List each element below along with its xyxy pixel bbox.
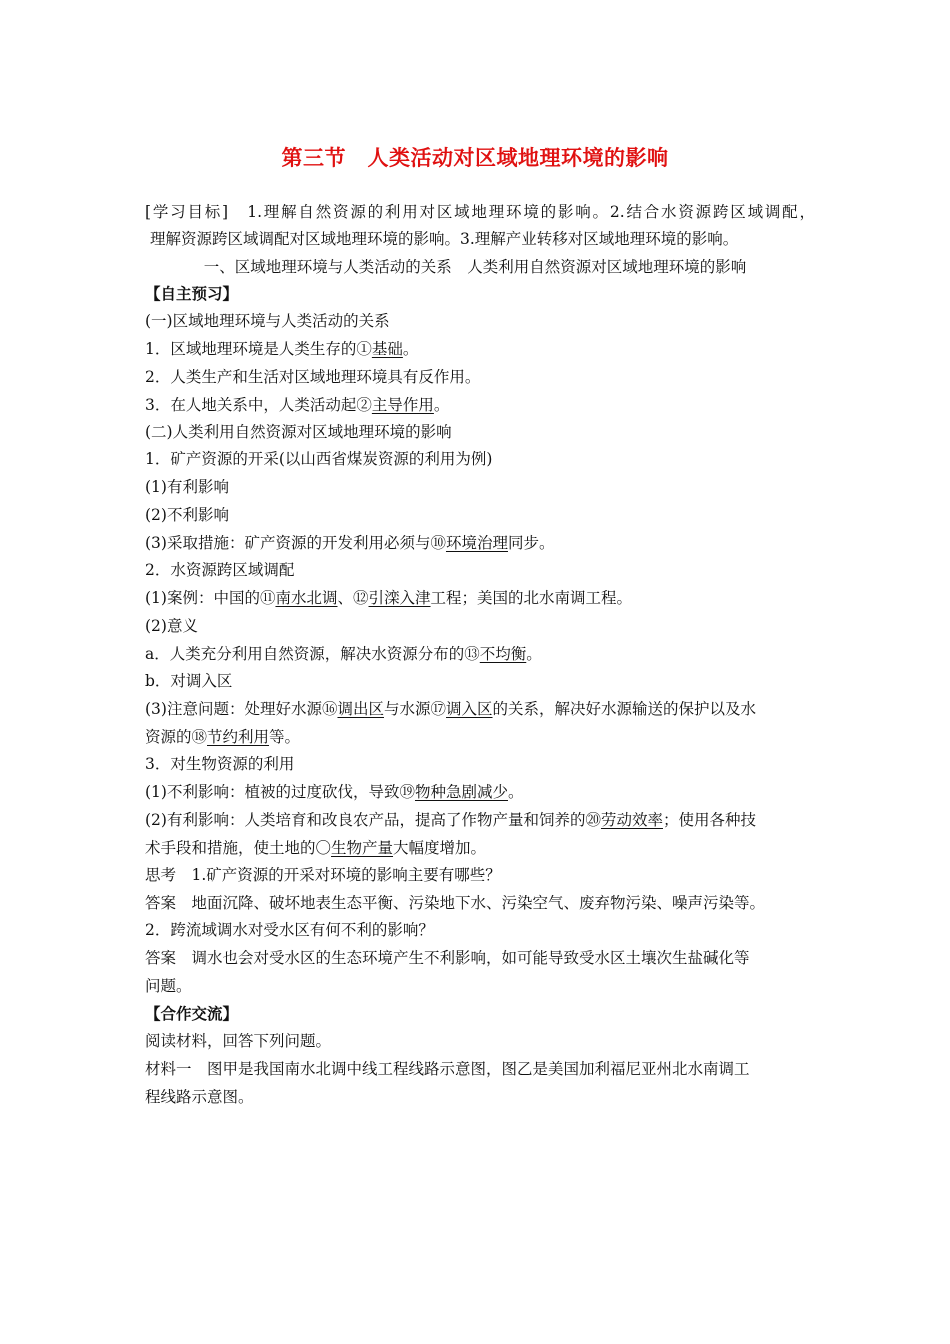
point-1-end: 。 — [402, 340, 419, 358]
point-3 — [145, 394, 815, 416]
point-1 — [145, 338, 815, 360]
think-question-1: 思考 1.矿产资源的开采对环境的影响主要有哪些？ — [145, 866, 501, 884]
water-notes-text: (3)注意问题：处理好水源⑯ — [145, 700, 338, 718]
blank-answer: 主导作用 — [371, 396, 434, 414]
blank-answer: 不均衡 — [479, 645, 527, 663]
reading-instruction: 阅读材料，回答下列问题。 — [145, 1032, 332, 1050]
objectives-line-2: 理解资源跨区域调配对区域地理环境的影响。3.理解产业转移对区域地理环境的影响。 — [150, 230, 739, 248]
bio-favorable-end: ；使用各种技 — [662, 811, 756, 829]
mineral-unfavorable: (2)不利影响 — [145, 506, 229, 524]
self-preview-heading: 【自主预习】 — [145, 284, 239, 303]
water-heading: 2．水资源跨区域调配 — [145, 561, 295, 579]
blank-answer: 物种急剧减少 — [414, 783, 508, 801]
bio-unfavorable — [145, 781, 815, 803]
answer-2-line-1: 答案 调水也会对受水区的生态环境产生不利影响，如可能导致受水区土壤次生盐碱化等 — [145, 949, 750, 967]
part1-heading: (一)区域地理环境与人类活动的关系 — [145, 312, 390, 330]
water-cases-mid: 、⑫ — [337, 589, 369, 607]
bio-favorable-cont — [145, 837, 815, 859]
page-title: 第三节 人类活动对区域地理环境的影响 — [281, 146, 669, 170]
water-notes-end: 的关系，解决好水源输送的保护以及水 — [492, 700, 757, 718]
mineral-measures-end: 同步。 — [507, 534, 555, 552]
water-notes-mid: 与水源⑰ — [383, 700, 446, 718]
water-significance: (2)意义 — [145, 617, 198, 635]
water-notes-cont — [145, 726, 815, 748]
answer-1: 答案 地面沉降、破坏地表生态平衡、污染地下水、污染空气、废弃物污染、噪声污染等。 — [145, 894, 766, 912]
blank-answer: 南水北调 — [275, 589, 338, 607]
point-1-text: 1．区域地理环境是人类生存的① — [145, 340, 372, 358]
bio-heading: 3．对生物资源的利用 — [145, 755, 295, 773]
water-cases-end: 工程；美国的北水南调工程。 — [430, 589, 633, 607]
water-significance-a-text: a．人类充分利用自然资源，解决水资源分布的⑬ — [145, 645, 480, 663]
bio-favorable-cont-text: 术手段和措施，使土地的〇 — [145, 839, 332, 857]
point-3-text: 3．在人地关系中，人类活动起② — [145, 396, 372, 414]
blank-answer: 生物产量 — [331, 839, 394, 857]
mineral-heading: 1．矿产资源的开采(以山西省煤炭资源的利用为例) — [145, 450, 493, 468]
point-2: 2．人类生产和生活对区域地理环境具有反作用。 — [145, 368, 481, 386]
blank-answer: 环境治理 — [445, 534, 508, 552]
blank-answer: 基础 — [371, 340, 403, 358]
bio-favorable — [145, 809, 815, 831]
blank-answer: 劳动效率 — [600, 811, 663, 829]
cooperation-heading: 【合作交流】 — [145, 1004, 239, 1023]
blank-answer: 调出区 — [337, 700, 384, 718]
water-notes-cont-end: 等。 — [269, 728, 301, 746]
material-1-line-1: 材料一 图甲是我国南水北调中线工程线路示意图，图乙是美国加利福尼亚州北水南调工 — [145, 1060, 750, 1078]
water-significance-b: b．对调入区 — [145, 672, 233, 690]
water-notes-cont-text: 资源的⑱ — [145, 728, 208, 746]
bio-unfavorable-end: 。 — [507, 783, 524, 801]
blank-answer: 调入区 — [446, 700, 493, 718]
answer-2-line-2: 问题。 — [145, 977, 192, 995]
bio-favorable-cont-end: 大幅度增加。 — [393, 839, 487, 857]
blank-answer: 节约利用 — [207, 728, 270, 746]
bio-unfavorable-text: (1)不利影响：植被的过度砍伐，导致⑲ — [145, 783, 415, 801]
point-3-end: 。 — [433, 396, 450, 414]
water-significance-a-end: 。 — [526, 645, 542, 663]
mineral-measures — [145, 532, 815, 554]
section-heading — [0, 256, 950, 278]
blank-answer: 引滦入津 — [368, 589, 431, 607]
think-question-2: 2．跨流域调水对受水区有何不利的影响？ — [145, 921, 434, 939]
material-1-line-2: 程线路示意图。 — [145, 1088, 254, 1106]
water-significance-a — [145, 643, 815, 665]
water-cases — [145, 587, 815, 609]
part2-heading: (二)人类利用自然资源对区域地理环境的影响 — [145, 423, 452, 441]
bio-favorable-text: (2)有利影响：人类培育和改良农产品，提高了作物产量和饲养的⑳ — [145, 811, 601, 829]
mineral-measures-text: (3)采取措施：矿产资源的开发利用必须与⑩ — [145, 534, 446, 552]
mineral-favorable: (1)有利影响 — [145, 478, 229, 496]
water-notes — [145, 698, 815, 720]
water-cases-text: (1)案例：中国的⑪ — [145, 589, 276, 607]
objectives-line-1: [学习目标] 1.理解自然资源的利用对区域地理环境的影响。2.结合水资源跨区域调配， — [145, 203, 815, 221]
section-heading-text: 一、区域地理环境与人类活动的关系 人类利用自然资源对区域地理环境的影响 — [203, 258, 747, 276]
